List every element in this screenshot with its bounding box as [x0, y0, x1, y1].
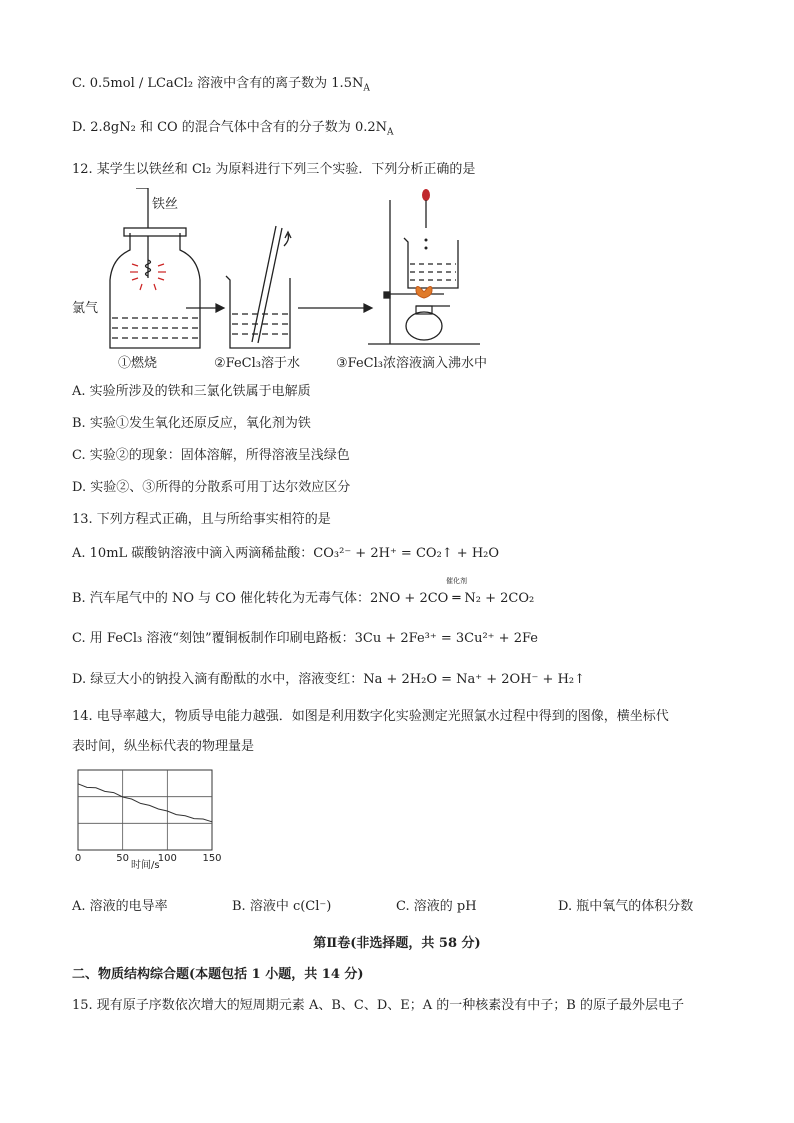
q14-option-a: A. 溶液的电导率: [72, 899, 168, 914]
fig-caption-3: ③FeCl₃浓溶液滴入沸水中: [336, 356, 487, 371]
chart-x-tick-label: 100: [157, 853, 177, 864]
q15-stem: 15. 现有原子序数依次增大的短周期元素 A、B、C、D、E；A 的一种核素没有中子；B 的原子最外层电子: [72, 998, 684, 1013]
q11-option-c-text: C. 0.5mol / LCaCl₂ 溶液中含有的离子数为 1.5N: [72, 76, 364, 91]
chart-frame: [78, 770, 212, 850]
section-heading: 二、物质结构综合题(本题包括 1 小题，共 14 分): [72, 967, 364, 982]
chart-x-tick-label: 50: [116, 853, 130, 864]
q12-option-c: C. 实验②的现象：固体溶解，所得溶液呈浅绿色: [72, 448, 350, 463]
q11-option-d-text: D. 2.8gN₂ 和 CO 的混合气体中含有的分子数为 0.2N: [72, 120, 387, 135]
q14-stem-line2: 表时间，纵坐标代表的物理量是: [72, 739, 255, 754]
q11-option-d-sub: A: [387, 127, 394, 138]
arrow-icon: [186, 304, 372, 312]
chart-series-line: [78, 784, 212, 822]
chart-x-tick-label: 0: [74, 853, 82, 864]
iron-wire-label: 铁丝: [152, 197, 179, 212]
dropper-icon: [422, 189, 430, 250]
q12-option-b: B. 实验①发生氧化还原反应，氧化剂为铁: [72, 416, 311, 431]
q14-line-chart: [70, 766, 230, 870]
q12-apparatus-figure: [68, 188, 518, 354]
q13-option-c: C. 用 FeCl₃ 溶液“刻蚀”覆铜板制作印刷电路板：3Cu + 2Fe³⁺ = 3Cu²⁺ + 2Fe: [72, 631, 538, 646]
q14-stem-line1: 14. 电导率越大，物质导电能力越强．如图是利用数字化实验测定光照氯水过程中得到的图像，横坐标代: [72, 709, 669, 724]
q12-stem: 12. 某学生以铁丝和 Cl₂ 为原料进行下列三个实验．下列分析正确的是: [72, 162, 476, 177]
q14-option-b: B. 溶液中 c(Cl⁻): [232, 899, 332, 914]
chart-x-tick-label: 150: [202, 853, 222, 864]
chart-x-axis-label: 时间/s: [131, 860, 160, 871]
part2-title: 第Ⅱ卷(非选择题，共 58 分): [313, 936, 481, 951]
fig-caption-1: ①燃烧: [118, 356, 158, 371]
q13-option-b-catalyst: 催化剂: [446, 577, 467, 585]
q14-option-d: D. 瓶中氧气的体积分数: [558, 899, 694, 914]
q11-option-c-sub: A: [363, 83, 370, 94]
chart-grid: [78, 770, 212, 850]
q13-stem: 13. 下列方程式正确，且与所给事实相符的是: [72, 512, 331, 527]
beaker: [226, 226, 291, 348]
q13-option-b: B. 汽车尾气中的 NO 与 CO 催化转化为无毒气体：2NO + 2CO ═ N₂ + 2CO₂: [72, 591, 535, 606]
q12-option-d: D. 实验②、③所得的分散系可用丁达尔效应区分: [72, 480, 351, 495]
gas-bottle: [110, 188, 200, 348]
q14-option-c: C. 溶液的 pH: [396, 899, 477, 914]
beaker-on-stand: [404, 238, 458, 288]
q11-option-d: [72, 116, 394, 138]
q11-option-c: [72, 72, 370, 94]
q12-option-a: A. 实验所涉及的铁和三氯化铁属于电解质: [72, 384, 311, 399]
fig-caption-2: ②FeCl₃溶于水: [214, 356, 300, 371]
q13-option-d: D. 绿豆大小的钠投入滴有酚酞的水中，溶液变红：Na + 2H₂O = Na⁺ + 2OH⁻ + H₂↑: [72, 672, 586, 687]
chlorine-label: 氯气: [72, 301, 99, 316]
q13-option-a: A. 10mL 碳酸钠溶液中滴入两滴稀盐酸：CO₃²⁻ + 2H⁺ = CO₂↑ + H₂O: [72, 546, 500, 561]
